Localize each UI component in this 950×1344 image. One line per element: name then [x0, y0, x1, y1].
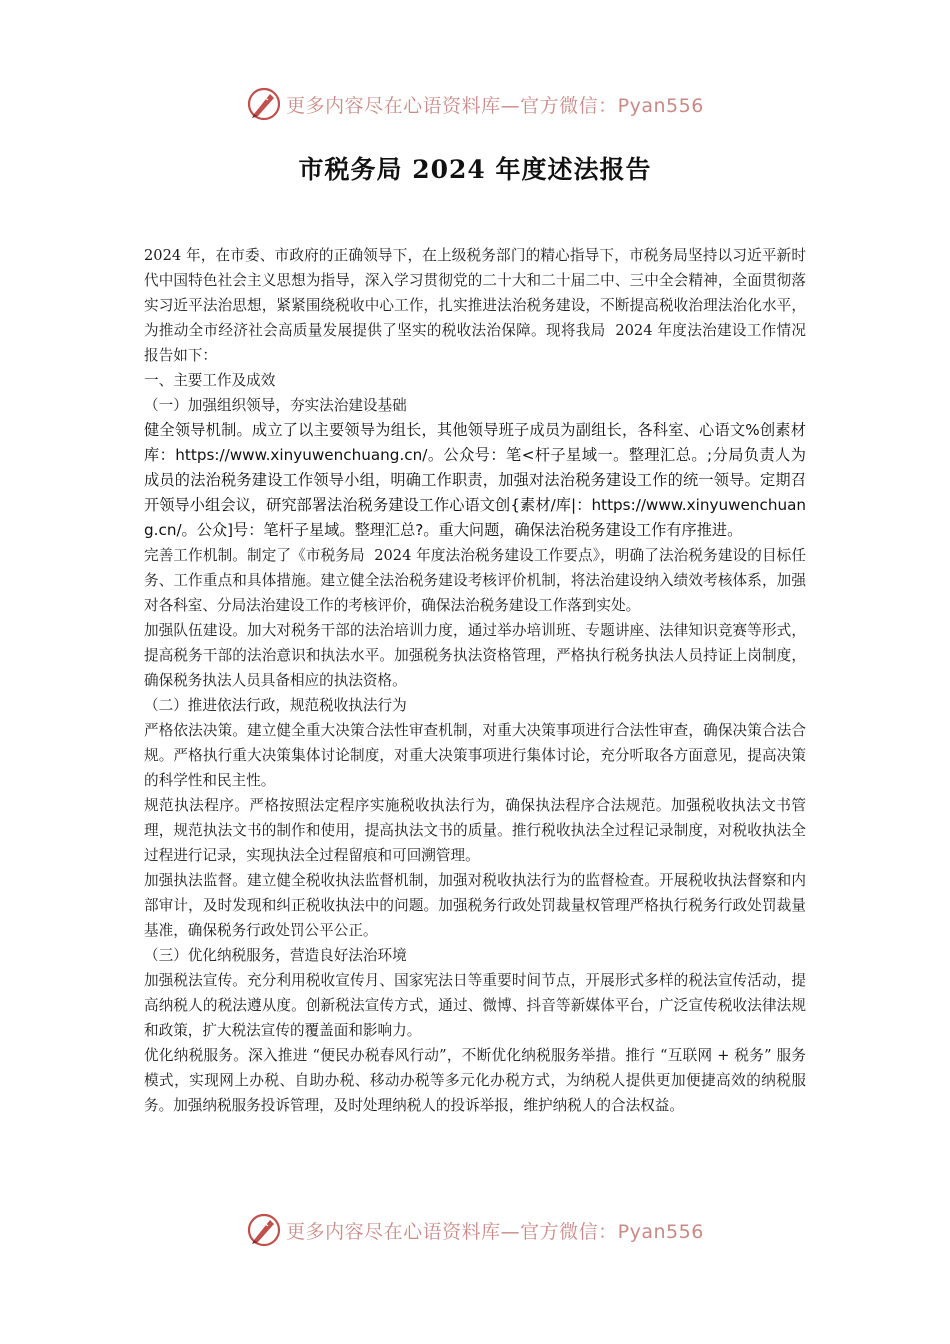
- watermark-banner-top: [0, 84, 950, 124]
- pen-logo-icon: [246, 86, 282, 122]
- pen-logo-icon: [246, 1212, 282, 1248]
- body-paragraph: 严格依法决策。建立健全重大决策合法性审查机制，对重大决策事项进行合法性审查，确保决策合法合规。严格执行重大决策集体讨论制度，对重大决策事项进行集体讨论，充分听取各方面意见，提高决策的科学性和民主性。: [144, 722, 806, 789]
- body-paragraph: 规范执法程序。严格按照法定程序实施税收执法行为，确保执法程序合法规范。加强税收执法文书管理，规范执法文书的制作和使用，提高执法文书的质量。推行税收执法全过程记录制度，对税收执法全过程进行记录，实现执法全过程留痕和可回溯管理。: [144, 797, 806, 864]
- body-paragraph: 健全领导机制。成立了以主要领导为组长，其他领导班子成员为副组长，各科室、心语文%创素材库：https://www.xinyuwenchuang.cn/。公众号：笔<杆子星域一。整理汇总。;分局负责人为成员的法治税务建设工作领导小组，明确工作职责，加强对法治税务建设工作的统一领导。定期召开领导小组会议，研究部署法治税务建设工作心语文创{素材/库|：https://www.xinyuwenchuang.cn/。公众]号：笔杆子星域。整理汇总?。重大问题，确保法治税务建设工作有序推进。: [144, 421, 806, 539]
- subsection-heading: （一）加强组织领导，夯实法治建设基础: [144, 397, 407, 414]
- document-title: 市税务局 2024 年度述法报告: [298, 155, 652, 184]
- body-paragraph: 加强执法监督。建立健全税收执法监督机制，加强对税收执法行为的监督检查。开展税收执法督察和内部审计，及时发现和纠正税收执法中的问题。加强税务行政处罚裁量权管理严格执行税务行政处罚裁量基准，确保税务行政处罚公平公正。: [144, 872, 806, 939]
- body-paragraph: 完善工作机制。制定了《市税务局 2024 年度法治税务建设工作要点》，明确了法治税务建设的目标任务、工作重点和具体措施。建立健全法治税务建设考核评价机制，将法治建设纳入绩效考核体系，加强对各科室、分局法治建设工作的考核评价，确保法治税务建设工作落到实处。: [144, 547, 806, 614]
- body-paragraph: 加强队伍建设。加大对税务干部的法治培训力度，通过举办培训班、专题讲座、法律知识竞赛等形式，提高税务干部的法治意识和执法水平。加强税务执法资格管理，严格执行税务执法人员持证上岗制度，确保税务执法人员具备相应的执法资格。: [144, 622, 806, 689]
- intro-paragraph: 2024 年，在市委、市政府的正确领导下，在上级税务部门的精心指导下，市税务局坚持以习近平新时代中国特色社会主义思想为指导，深入学习贯彻党的二十大和二十届二中、三中全会精神，全面贯彻落实习近平法治思想，紧紧围绕税收中心工作，扎实推进法治税务建设，不断提高税收治理法治化水平，为推动全市经济社会高质量发展提供了坚实的税收法治保障。现将我局 2024 年度法治建设工作情况报告如下：: [144, 247, 806, 364]
- watermark-text: 更多内容尽在心语资料库—官方微信：Pyan556: [286, 1220, 704, 1243]
- body-paragraph: 加强税法宣传。充分利用税收宣传月、国家宪法日等重要时间节点，开展形式多样的税法宣传活动，提高纳税人的税法遵从度。创新税法宣传方式，通过、微博、抖音等新媒体平台，广泛宣传税收法律法规和政策，扩大税法宣传的覆盖面和影响力。: [144, 972, 806, 1039]
- watermark-banner-bottom: [0, 1210, 950, 1250]
- document-body: [144, 243, 806, 1118]
- subsection-heading: （二）推进依法行政，规范税收执法行为: [144, 697, 407, 714]
- section-heading: 一、主要工作及成效: [144, 372, 276, 389]
- body-paragraph: 优化纳税服务。深入推进 “便民办税春风行动”，不断优化纳税服务举措。推行 “互联网 + 税务” 服务模式，实现网上办税、自助办税、移动办税等多元化办税方式，为纳税人提供更加便捷高效的纳税服务。加强纳税服务投诉管理，及时处理纳税人的投诉举报，维护纳税人的合法权益。: [144, 1047, 806, 1114]
- watermark-text: 更多内容尽在心语资料库—官方微信：Pyan556: [286, 94, 704, 117]
- subsection-heading: （三）优化纳税服务，营造良好法治环境: [144, 947, 407, 964]
